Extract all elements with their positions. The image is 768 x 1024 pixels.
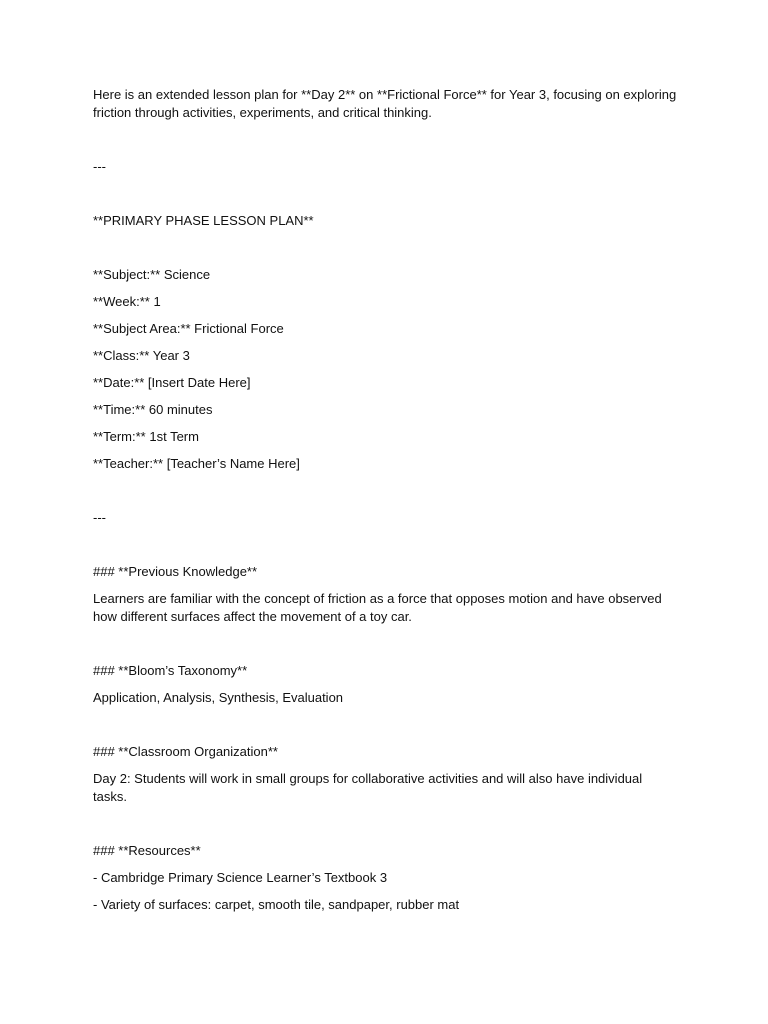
intro-paragraph: Here is an extended lesson plan for **Day 2** on **Frictional Force** for Year 3, focusing on exploring friction through activities, experiments, and critical thinking. (93, 87, 680, 120)
detail-week: **Week:** 1 (93, 294, 161, 309)
section-heading-classroom: ### **Classroom Organization** (93, 744, 278, 759)
detail-time: **Time:** 60 minutes (93, 402, 213, 417)
detail-subject: **Subject:** Science (93, 267, 211, 282)
detail-subject-area: **Subject Area:** Frictional Force (93, 321, 284, 336)
document-page (93, 86, 678, 914)
detail-teacher: **Teacher:** [Teacher’s Name Here] (93, 456, 300, 471)
detail-date: **Date:** [Insert Date Here] (93, 375, 251, 390)
resource-item: - Variety of surfaces: carpet, smooth tile, sandpaper, rubber mat (93, 897, 460, 912)
plan-title: **PRIMARY PHASE LESSON PLAN** (93, 213, 314, 228)
section-heading-previous-knowledge: ### **Previous Knowledge** (93, 564, 258, 579)
detail-class: **Class:** Year 3 (93, 348, 190, 363)
detail-term: **Term:** 1st Term (93, 429, 199, 444)
blooms-body: Application, Analysis, Synthesis, Evaluation (93, 690, 344, 705)
section-heading-resources: ### **Resources** (93, 843, 201, 858)
section-heading-blooms: ### **Bloom’s Taxonomy** (93, 663, 248, 678)
resource-item: - Cambridge Primary Science Learner’s Textbook 3 (93, 870, 388, 885)
separator: --- (93, 510, 106, 525)
previous-knowledge-body: Learners are familiar with the concept of friction as a force that opposes motion and have observed how different surfaces affect the movement of a toy car. (93, 591, 666, 624)
classroom-body: Day 2: Students will work in small groups for collaborative activities and will also have individual tasks. (93, 771, 646, 804)
separator: --- (93, 159, 106, 174)
